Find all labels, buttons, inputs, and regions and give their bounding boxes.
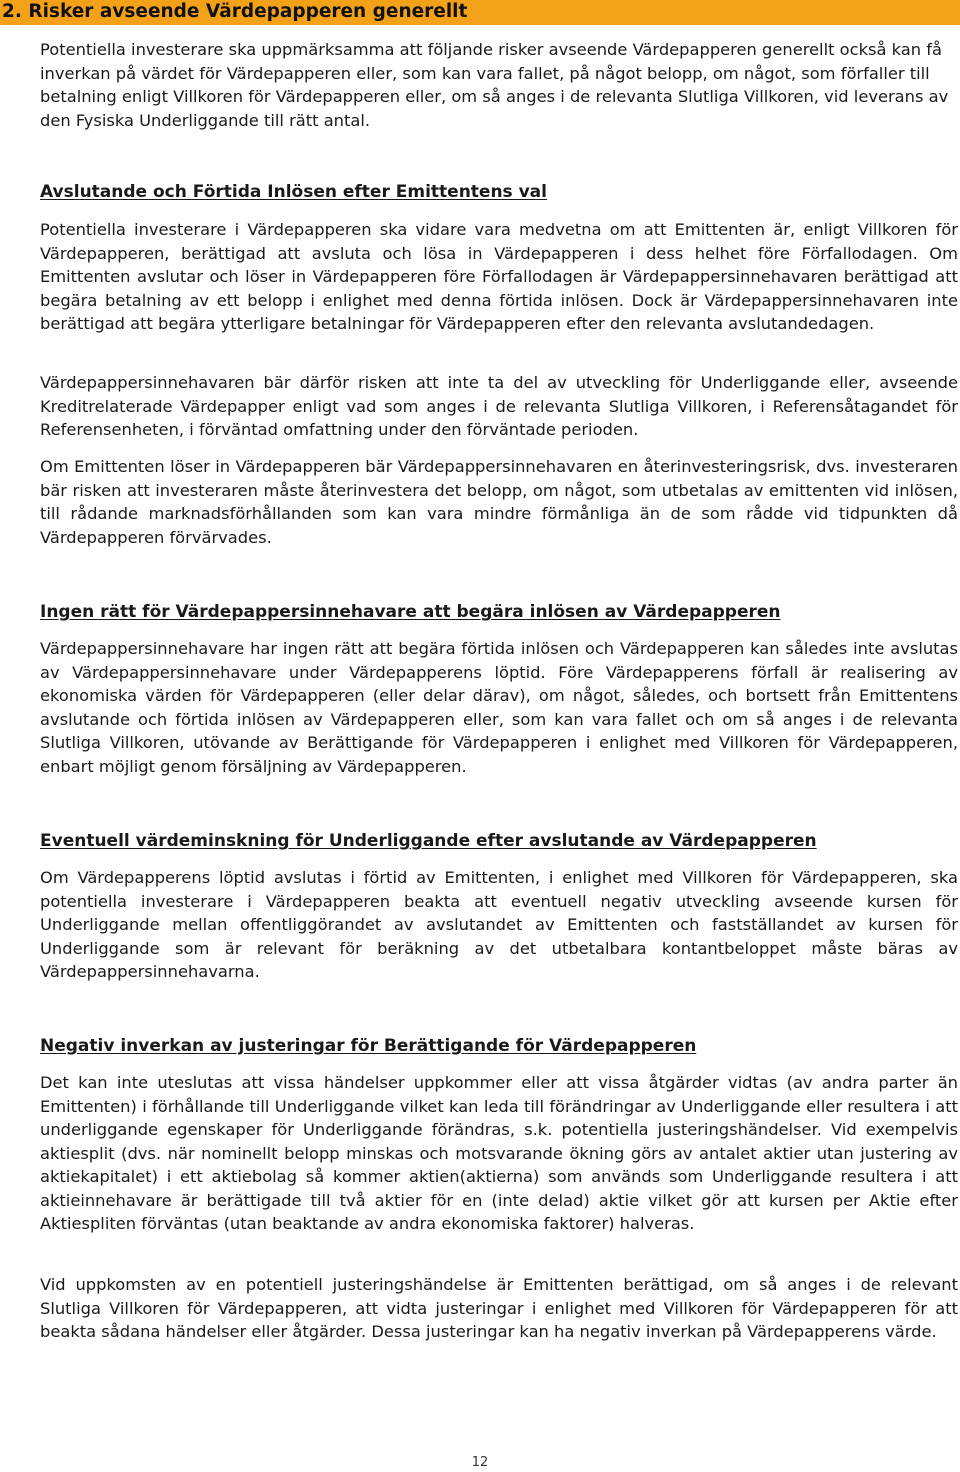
section-title: 2. Risker avseende Värdepapperen generellt xyxy=(2,1,468,22)
paragraph-early-redemption-1: Potentiella investerare i Värdepapperen ska vidare vara medvetna om att Emittenten är, enligt Villkoren för Värdepapperen, berättigad att avsluta och lösa in Värdepapperen i dess helhet före Förfallodagen. Om Emittenten avslutar och löser in Värdepapperen före Förfallodagen är Värdepappersinnehavaren berättigad att begära betalning av ett belopp i enlighet med denna förtida inlösen. Dock är Värdepappersinnehavaren inte berättigad att begära ytterligare betalningar för Värdepapperen efter den relevanta avslutandedagen. xyxy=(40,220,958,333)
intro-paragraph: Potentiella investerare ska uppmärksamma att följande risker avseende Värdepapperen generellt också kan få inverkan på värdet för Värdepapperen eller, som kan vara fallet, på något belopp, om något, som förfaller till betalning enligt Villkoren för Värdepapperen eller, om så anges i de relevanta Slutliga Villkoren, vid leverans av den Fysiska Underliggande till rätt antal. xyxy=(40,40,949,130)
paragraph-no-redemption-right: Värdepappersinnehavare har ingen rätt att begära förtida inlösen och Värdepapperen kan således inte avslutas av Värdepappersinnehavare under Värdepapperens löptid. Före Värdepapperens förfall är realisering av ekonomiska värden för Värdepapperen (eller delar därav), om något, således, och bortsett från Emittentens avslutande och förtida inlösen av Värdepapperen eller, som kan vara fallet och om så anges i de relevanta Slutliga Villkoren, utövande av Berättigande för Värdepapperen i enlighet med Villkoren för Värdepapperen, enbart möjligt genom försäljning av Värdepapperen. xyxy=(40,639,958,776)
heading-no-redemption-right: Ingen rätt för Värdepappersinnehavare att begära inlösen av Värdepapperen xyxy=(40,602,781,622)
heading-adjustments: Negativ inverkan av justeringar för Berättigande för Värdepapperen xyxy=(40,1036,697,1056)
paragraph-adjustments-1: Det kan inte uteslutas att vissa händelser uppkommer eller att vissa åtgärder vidtas (av andra parter än Emittenten) i förhållande till Underliggande vilket kan leda till förändringar av Underliggande eller resultera i att underliggande egenskaper för Underliggande förändras, s.k. potentiella justeringshändelser. Vid exempelvis aktiesplit (dvs. när nominellt belopp minskas och motsvarande ökning görs av antalet aktier utan justering av aktiekapitalet) i ett aktiebolag så kommer aktien(aktierna) som används som Underliggande resultera i att aktieinnehavare är berättigade till två aktier för en (inte delad) aktie vilket gör att kursen per Aktie efter Aktiespliten förväntas (utan beaktande av andra ekonomiska faktorer) halveras. xyxy=(40,1073,958,1233)
paragraph-early-redemption-3: Om Emittenten löser in Värdepapperen bär Värdepappersinnehavaren en återinvesteringsrisk, dvs. investeraren bär risken att investeraren måste återinvestera det belopp, om något, som utbetalas av emittenten vid inlösen, till rådande marknadsförhållanden som kan vara mindre förmånliga än de som rådde vid tidpunkten då Värdepapperen förvärvades. xyxy=(40,457,958,547)
paragraph-adjustments-2: Vid uppkomsten av en potentiell justeringshändelse är Emittenten berättigad, om så anges i de relevant Slutliga Villkoren för Värdepapperen, att vidta justeringar i enlighet med Villkoren för Värdepapperen för att beakta sådana händelser eller åtgärder. Dessa justeringar kan ha negativ inverkan på Värdepapperens värde. xyxy=(40,1275,958,1341)
section-title-bar xyxy=(0,0,960,25)
page-number: 12 xyxy=(471,1455,489,1470)
paragraph-early-redemption-2: Värdepappersinnehavaren bär därför risken att inte ta del av utveckling för Underliggande eller, avseende Kreditrelaterade Värdepapper enligt vad som anges i de relevanta Slutliga Villkoren, i Referensåtagandet för Referensenheten, i förväntad omfattning under den förväntade perioden. xyxy=(40,373,958,439)
heading-value-decrease: Eventuell värdeminskning för Underliggande efter avslutande av Värdepapperen xyxy=(40,831,817,851)
paragraph-value-decrease: Om Värdepapperens löptid avslutas i förtid av Emittenten, i enlighet med Villkoren för Värdepapperen, ska potentiella investerare i Värdepapperen beakta att eventuell negativ utveckling avseende kursen för Underliggande mellan offentliggörandet av avslutandet av Emittenten och fastställandet av kursen för Underliggande som är relevant för beräkning av det utbetalbara kontantbeloppet måste bäras av Värdepappersinnehavarna. xyxy=(40,868,958,981)
heading-early-redemption: Avslutande och Förtida Inlösen efter Emittentens val xyxy=(40,182,547,202)
